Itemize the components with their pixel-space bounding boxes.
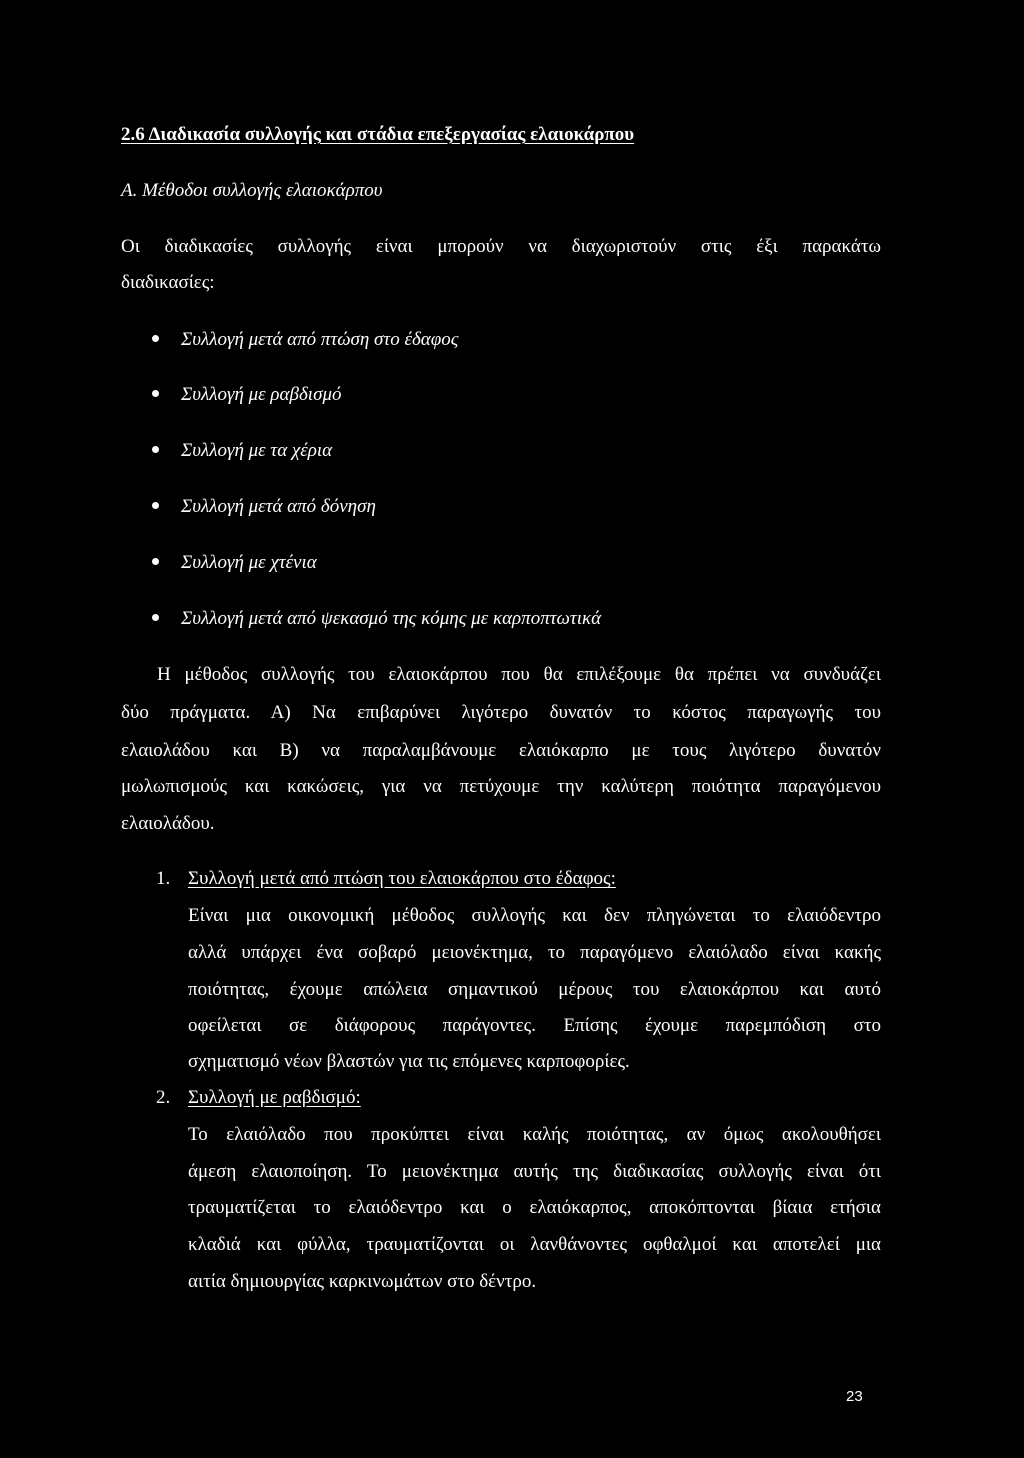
- bullet-text: Συλλογή μετά από ψεκασμό της κόμης με καρποπτωτικά: [181, 608, 602, 629]
- bullet-icon: [152, 390, 159, 397]
- bullet-icon: [152, 558, 159, 565]
- section-title: 2.6 Διαδικασία συλλογής και στάδια επεξεργασίας ελαιοκάρπου: [121, 124, 635, 145]
- section-line: Το ελαιόλαδο που προκύπτει είναι καλής ποιότητας, αν όμως ακολουθήσει: [188, 1124, 881, 1145]
- paragraph-line: ελαιολάδου.: [121, 813, 215, 834]
- bullet-item: [152, 384, 341, 406]
- bullet-icon: [152, 502, 159, 509]
- bullet-icon: [152, 335, 159, 342]
- bullet-icon: [152, 446, 159, 453]
- section-line: Είναι μια οικονομική μέθοδος συλλογής και δεν πληγώνεται το ελαιόδεντρο: [188, 905, 881, 926]
- bullet-icon: [152, 614, 159, 621]
- bullet-text: Συλλογή με χτένια: [181, 552, 317, 573]
- paragraph-line: ελαιολάδου και Β) να παραλαμβάνουμε ελαιόκαρπο με τους λιγότερο δυνατόν: [121, 740, 881, 761]
- section-line: τραυματίζεται το ελαιόδεντρο και ο ελαιόκαρπος, αποκόπτονται βίαια ετήσια: [188, 1197, 881, 1218]
- paragraph-line: μωλωπισμούς και κακώσεις, για να πετύχουμε την καλύτερη ποιότητα παραγόμενου: [121, 776, 881, 797]
- bullet-item: [152, 440, 332, 462]
- paragraph-line: Η μέθοδος συλλογής του ελαιοκάρπου που θα επιλέξουμε θα πρέπει να συνδυάζει: [157, 664, 881, 685]
- bullet-text: Συλλογή με τα χέρια: [181, 440, 333, 461]
- section-line: σχηματισμό νέων βλαστών για τις επόμενες καρποφορίες.: [188, 1051, 630, 1072]
- numbered-heading: [156, 868, 616, 890]
- numbered-heading: [156, 1087, 361, 1109]
- subheading: Α. Μέθοδοι συλλογής ελαιοκάρπου: [121, 180, 383, 201]
- bullet-text: Συλλογή μετά από πτώση στο έδαφος: [181, 329, 459, 350]
- section-heading: Συλλογή μετά από πτώση του ελαιοκάρπου στο έδαφος:: [188, 868, 616, 889]
- section-line: αιτία δημιουργίας καρκινωμάτων στο δέντρο.: [188, 1271, 537, 1292]
- intro-line: διαδικασίες:: [121, 272, 215, 293]
- section-number: 2.: [156, 1087, 171, 1108]
- bullet-item: [152, 496, 376, 518]
- section-line: άμεση ελαιοποίηση. Το μειονέκτημα αυτής της διαδικασίας συλλογής είναι ότι: [188, 1161, 881, 1182]
- section-line: αλλά υπάρχει ένα σοβαρό μειονέκτημα, το παραγόμενο ελαιόλαδο είναι κακής: [188, 942, 881, 963]
- bullet-text: Συλλογή με ραβδισμό: [181, 384, 342, 405]
- page-number: 23: [846, 1388, 863, 1405]
- section-heading: Συλλογή με ραβδισμό:: [188, 1087, 361, 1108]
- bullet-item: [152, 329, 458, 351]
- section-line: κλαδιά και φύλλα, τραυματίζονται οι λανθάνοντες οφθαλμοί και αποτελεί μια: [188, 1234, 881, 1255]
- bullet-item: [152, 608, 601, 630]
- intro-line: Οι διαδικασίες συλλογής είναι μπορούν να διαχωριστούν στις έξι παρακάτω: [121, 236, 881, 257]
- section-line: ποιότητας, έχουμε απώλεια σημαντικού μέρους του ελαιοκάρπου και αυτό: [188, 979, 881, 1000]
- paragraph-line: δύο πράγματα. Α) Να επιβαρύνει λιγότερο δυνατόν το κόστος παραγωγής του: [121, 702, 881, 723]
- bullet-item: [152, 552, 317, 574]
- section-line: οφείλεται σε διάφορους παράγοντες. Επίσης έχουμε παρεμπόδιση στο: [188, 1015, 881, 1036]
- bullet-text: Συλλογή μετά από δόνηση: [181, 496, 376, 517]
- section-number: 1.: [156, 868, 171, 889]
